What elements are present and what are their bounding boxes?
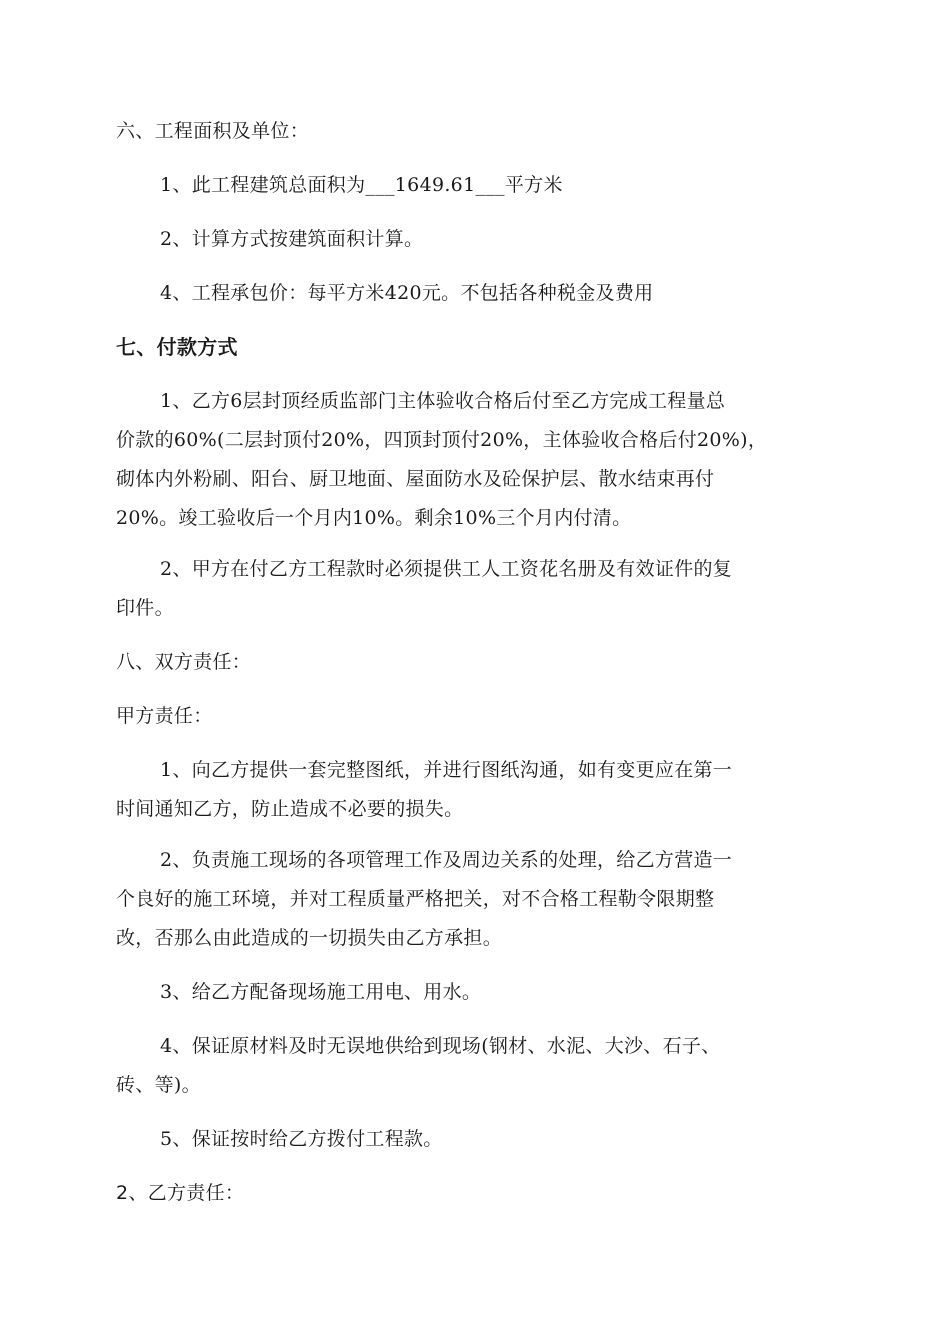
party-a-item-1-line-1: 1、向乙方提供一套完整图纸，并进行图纸沟通，如有变更应在第一 xyxy=(160,759,733,781)
party-a-item-2-line-3: 改，否那么由此造成的一切损失由乙方承担。 xyxy=(116,927,503,949)
party-a-item-4-line-2: 砖、等)。 xyxy=(116,1074,201,1096)
section-7-item-1-line-3: 砌体内外粉刷、阳台、厨卫地面、屋面防水及砼保护层、散水结束再付 xyxy=(116,468,715,490)
section-7-heading: 七、付款方式 xyxy=(116,335,238,359)
section-6-heading: 六、工程面积及单位： xyxy=(116,120,310,142)
section-7-item-1-line-1: 1、乙方6层封顶经质监部门主体验收合格后付至乙方完成工程量总 xyxy=(160,390,726,412)
party-a-item-5: 5、保证按时给乙方拨付工程款。 xyxy=(160,1128,443,1150)
party-a-item-2-line-1: 2、负责施工现场的各项管理工作及周边关系的处理，给乙方营造一 xyxy=(160,849,733,871)
section-7-item-2-line-2: 印件。 xyxy=(116,597,174,619)
party-a-item-2-line-2: 个良好的施工环境，并对工程质量严格把关，对不合格工程勒令限期整 xyxy=(116,888,715,910)
section-8-heading: 八、双方责任： xyxy=(116,651,252,673)
party-a-item-1-line-2: 时间通知乙方，防止造成不必要的损失。 xyxy=(116,798,464,820)
section-7-item-1-line-2: 价款的60%(二层封顶付20%，四顶封顶付20%，主体验收合格后付20%)， xyxy=(116,429,768,451)
party-a-item-3: 3、给乙方配备现场施工用电、用水。 xyxy=(160,981,482,1003)
party-a-heading: 甲方责任： xyxy=(116,705,213,727)
party-b-heading: 2、乙方责任： xyxy=(116,1182,245,1204)
section-6-item-4: 4、工程承包价：每平方米420元。不包括各种税金及费用 xyxy=(160,282,654,304)
section-7-item-2-line-1: 2、甲方在付乙方工程款时必须提供工人工资花名册及有效证件的复 xyxy=(160,558,733,580)
party-a-item-4-line-1: 4、保证原材料及时无误地供给到现场(钢材、水泥、大沙、石子、 xyxy=(160,1035,721,1057)
section-6-item-1: 1、此工程建筑总面积为___1649.61___平方米 xyxy=(160,174,563,196)
section-7-item-1-line-4: 20%。竣工验收后一个月内10%。剩余10%三个月内付清。 xyxy=(116,507,632,529)
section-6-item-2: 2、计算方式按建筑面积计算。 xyxy=(160,228,424,250)
